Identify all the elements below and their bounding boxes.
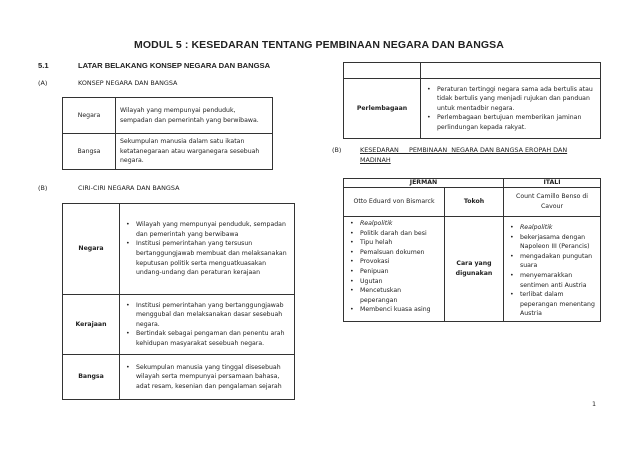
definition-cell: Sekumpulan manusia dalam satu ikatan ketatanegaraan atau warganegara sesebuah negara. [116, 134, 273, 170]
table-row [344, 188, 601, 217]
part-b2-label: (B) [332, 146, 342, 154]
part-b-heading: CIRI-CIRI NEGARA DAN BANGSA [78, 184, 180, 192]
methods-cell [504, 217, 601, 322]
list-item: • Pemalsuan dokumen [360, 248, 440, 258]
table-row [63, 134, 273, 170]
list-item: • Realpolitik [520, 223, 596, 233]
list-item: • Ugutan [360, 277, 440, 287]
part-b-label: (B) [38, 184, 48, 192]
list-item: • terlibat dalam peperangan menentang Austria [520, 290, 596, 319]
table-row [63, 98, 273, 134]
ciri-table [62, 203, 295, 400]
list-item: • Tipu helah [360, 238, 440, 248]
name-cell: Count Camillo Benso di Cavour [504, 188, 601, 217]
list-item: • Realpolitik [360, 219, 440, 229]
list-item: • bekerjasama dengan Napoleon III (Perancis) [520, 233, 596, 252]
comparison-table [343, 178, 601, 322]
definition-cell: Wilayah yang mempunyai penduduk, sempadan dan pemerintah yang berwibawa. [116, 98, 273, 134]
list-item: • Institusi pemerintahan yang tersusun bertanggungjawab membuat dan melaksanakan keputusan politik serta menguatkuasakan undang-undang dan peraturan kerajaan [136, 239, 290, 277]
page-title: MODUL 5 : KESEDARAN TENTANG PEMBINAAN NEGARA DAN BANGSA [134, 39, 504, 51]
list-item: • Institusi pemerintahan yang bertanggungjawab menggubal dan melaksanakan dasar sesebuah negara. [136, 301, 290, 330]
list-item: • Sekumpulan manusia yang tinggal disesebuah wilayah serta mempunyai persamaan bahasa, adat resam, kesenian dan pengalaman sejarah [136, 363, 290, 392]
name-cell: Otto Eduard von Bismarck [344, 188, 445, 217]
table-row [63, 204, 295, 295]
part-a-heading: KONSEP NEGARA DAN BANGSA [78, 79, 178, 87]
table-row [344, 63, 601, 79]
table-row [63, 355, 295, 400]
section-heading: LATAR BELAKANG KONSEP NEGARA DAN BANGSA [78, 61, 271, 70]
points-cell [421, 79, 601, 139]
methods-cell [344, 217, 445, 322]
term-cell: Negara [63, 204, 120, 295]
points-cell [120, 295, 295, 355]
row-label: Cara yang digunakan [445, 217, 504, 322]
list-item: • Mencetuskan peperangan [360, 286, 440, 305]
part-a-label: (A) [38, 79, 48, 87]
list-item: • Perlembagaan bertujuan memberikan jaminan perlindungan kepada rakyat. [437, 113, 596, 132]
part-b2-heading: KESEDARAN PEMBINAAN NEGARA DAN BANGSA EROPAH DAN [360, 146, 568, 154]
page-number: 1 [592, 400, 597, 408]
list-item: • mengadakan pungutan suara [520, 252, 596, 271]
table-row [344, 179, 601, 188]
list-item: • menyemarakkan sentimen anti Austria [520, 271, 596, 290]
list-item: • Politik darah dan besi [360, 229, 440, 239]
section-number: 5.1 [38, 61, 49, 70]
list-item: • Provokasi [360, 257, 440, 267]
term-cell: Bangsa [63, 134, 116, 170]
row-label: Tokoh [445, 188, 504, 217]
term-cell: Perlembagaan [344, 79, 421, 139]
column-header: ITALI [504, 179, 601, 188]
term-cell: Negara [63, 98, 116, 134]
table-row [63, 295, 295, 355]
points-cell [120, 204, 295, 295]
part-b2-heading-cont: MADINAH [360, 156, 391, 164]
list-item: • Wilayah yang mempunyai penduduk, sempadan dan pemerintah yang berwibawa [136, 220, 290, 239]
column-header: JERMAN [344, 179, 504, 188]
list-item: • Bertindak sebagai pengaman dan penentu arah kehidupan masyarakat sesebuah negara. [136, 329, 290, 348]
list-item: • Penipuan [360, 267, 440, 277]
term-cell: Kerajaan [63, 295, 120, 355]
points-cell [120, 355, 295, 400]
list-item: • Membenci kuasa asing [360, 305, 440, 315]
list-item: • Peraturan tertinggi negara sama ada bertulis atau tidak bertulis yang menjadi rujukan dan panduan untuk mentadbir negara. [437, 85, 596, 114]
perlembagaan-table [343, 62, 601, 139]
table-row [344, 217, 601, 322]
konsep-table [62, 97, 273, 170]
table-row [344, 79, 601, 139]
term-cell: Bangsa [63, 355, 120, 400]
